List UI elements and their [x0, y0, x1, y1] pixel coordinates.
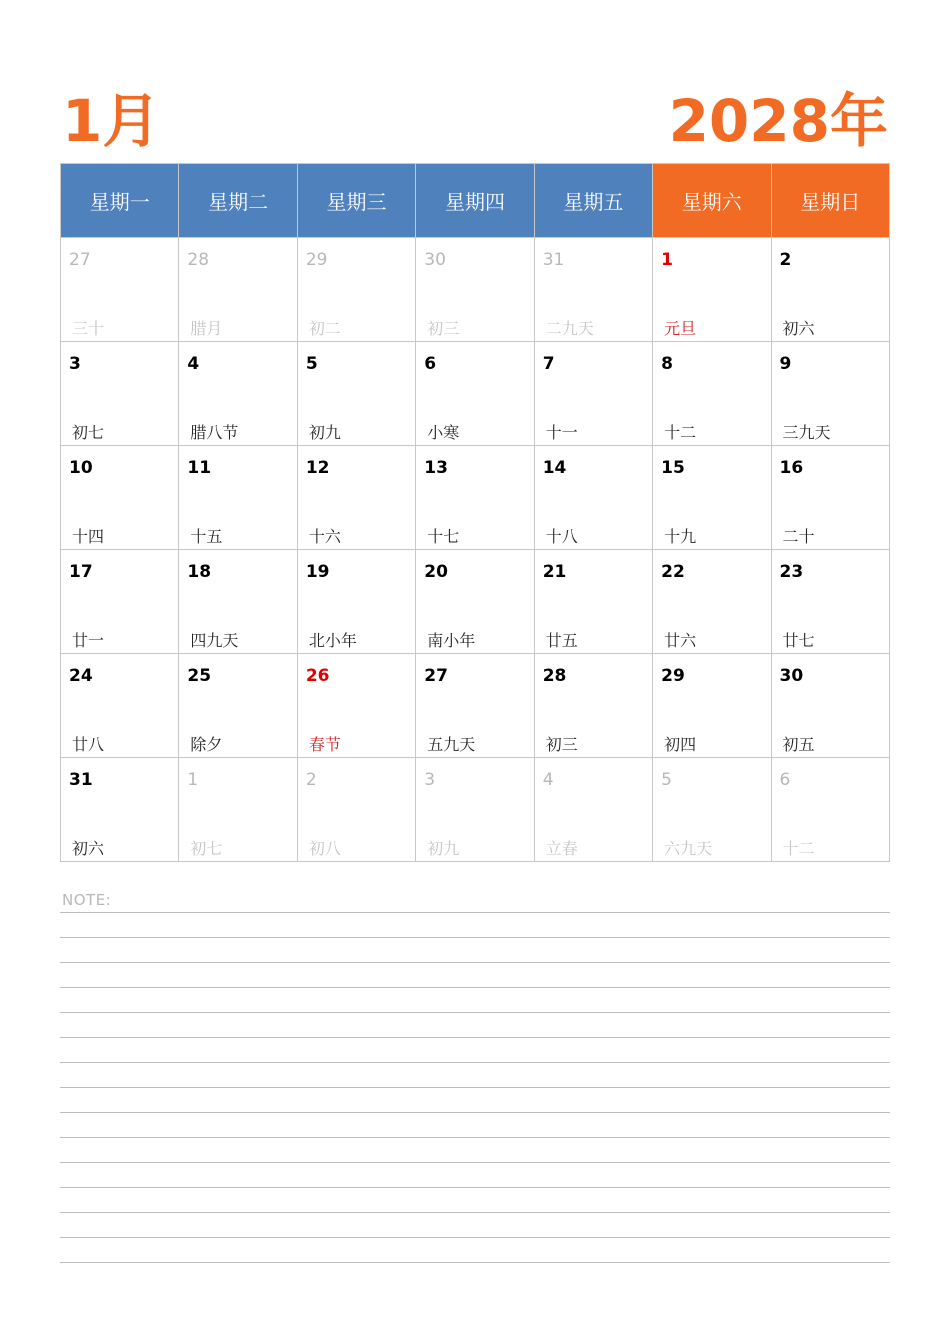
- day-number: 4: [187, 354, 200, 374]
- note-line: [60, 1038, 890, 1063]
- day-number: 10: [69, 458, 93, 478]
- lunar-date: 廿七: [782, 631, 815, 650]
- day-cell[interactable]: [534, 654, 652, 758]
- weekday-header: 星期二: [179, 164, 297, 238]
- lunar-date: 廿八: [72, 735, 105, 754]
- day-number: 2: [779, 250, 792, 270]
- lunar-date: 初二: [308, 319, 341, 338]
- day-number: 24: [69, 666, 93, 686]
- lunar-date: 春节: [308, 735, 341, 754]
- lunar-date: 四九天: [190, 631, 239, 650]
- day-cell[interactable]: [416, 758, 534, 862]
- lunar-date: 廿六: [664, 631, 697, 650]
- lunar-date: 初五: [782, 735, 815, 754]
- day-cell[interactable]: [179, 758, 297, 862]
- day-number: 17: [69, 562, 93, 582]
- day-cell[interactable]: [771, 446, 889, 550]
- day-cell[interactable]: [416, 654, 534, 758]
- lunar-date: 十八: [545, 527, 578, 546]
- lunar-date: 南小年: [427, 631, 476, 650]
- note-line: [60, 1138, 890, 1163]
- day-cell[interactable]: [297, 758, 415, 862]
- note-line: [60, 1163, 890, 1188]
- day-number: 20: [424, 562, 448, 582]
- year-title: 2028年: [668, 87, 888, 155]
- lunar-date: 初七: [190, 839, 223, 858]
- day-cell[interactable]: [297, 446, 415, 550]
- day-number: 11: [187, 458, 212, 478]
- note-line: [60, 1213, 890, 1238]
- note-label: NOTE:: [62, 891, 112, 909]
- calendar-grid: [60, 163, 890, 862]
- day-cell[interactable]: [179, 446, 297, 550]
- day-cell[interactable]: [653, 238, 771, 342]
- day-number: 1: [187, 770, 199, 790]
- lunar-date: 十二: [664, 423, 697, 442]
- day-number: 2: [305, 770, 317, 790]
- day-cell[interactable]: [653, 446, 771, 550]
- day-cell[interactable]: [771, 550, 889, 654]
- day-number: 3: [69, 354, 81, 374]
- lunar-date: 三十: [72, 319, 105, 338]
- note-line: [60, 963, 890, 988]
- lunar-date: 十六: [308, 527, 341, 546]
- day-number: 31: [542, 250, 565, 270]
- lunar-date: 元旦: [664, 319, 697, 338]
- note-line: [60, 1238, 890, 1263]
- day-number: 23: [779, 562, 804, 582]
- day-number: 3: [424, 770, 436, 790]
- lunar-date: 十七: [427, 527, 460, 546]
- week-row: [61, 654, 890, 758]
- week-row: [61, 342, 890, 446]
- lunar-date: 初九: [427, 839, 460, 858]
- day-cell[interactable]: [534, 238, 652, 342]
- day-cell[interactable]: [534, 446, 652, 550]
- day-number: 5: [661, 770, 672, 790]
- day-number: 8: [661, 354, 673, 374]
- lunar-date: 二十: [782, 527, 815, 546]
- note-line: [60, 1063, 890, 1088]
- day-cell[interactable]: [534, 758, 652, 862]
- lunar-date: 十四: [72, 527, 105, 546]
- weekday-header: 星期三: [297, 164, 415, 238]
- day-cell[interactable]: [61, 654, 179, 758]
- lunar-date: 五九天: [427, 735, 476, 754]
- day-number: 1: [661, 250, 673, 270]
- day-cell[interactable]: [297, 550, 415, 654]
- weekday-header: 星期日: [771, 164, 889, 238]
- weekday-header: 星期六: [653, 164, 771, 238]
- lunar-date: 小寒: [427, 423, 460, 442]
- note-line: [60, 938, 890, 963]
- calendar-body: [61, 238, 890, 862]
- day-cell[interactable]: [297, 238, 415, 342]
- day-number: 19: [305, 562, 330, 582]
- day-cell[interactable]: [416, 342, 534, 446]
- lunar-date: 立春: [545, 839, 578, 858]
- day-cell[interactable]: [653, 342, 771, 446]
- day-cell[interactable]: [61, 446, 179, 550]
- day-cell[interactable]: [179, 654, 297, 758]
- day-number: 4: [542, 770, 554, 790]
- day-number: 6: [424, 354, 437, 374]
- day-number: 15: [661, 458, 685, 478]
- day-cell[interactable]: [179, 550, 297, 654]
- lunar-date: 六九天: [664, 839, 713, 858]
- day-cell[interactable]: [61, 550, 179, 654]
- weekday-header: 星期四: [416, 164, 534, 238]
- lunar-date: 初六: [782, 319, 815, 338]
- note-line: [60, 913, 890, 938]
- lunar-date: 初三: [545, 735, 578, 754]
- lunar-date: 北小年: [308, 631, 357, 650]
- day-number: 26: [305, 666, 330, 686]
- lunar-date: 初八: [308, 839, 341, 858]
- day-cell[interactable]: [416, 550, 534, 654]
- day-cell[interactable]: [771, 654, 889, 758]
- weekday-header-row: [61, 164, 890, 238]
- day-cell[interactable]: [61, 758, 179, 862]
- lunar-date: 十二: [782, 839, 815, 858]
- day-number: 29: [661, 666, 685, 686]
- note-line: [60, 1088, 890, 1113]
- weekday-header: 星期五: [534, 164, 652, 238]
- day-number: 16: [779, 458, 804, 478]
- day-cell[interactable]: [416, 238, 534, 342]
- day-number: 28: [542, 666, 567, 686]
- lunar-date: 初六: [72, 839, 105, 858]
- month-title: 1月: [62, 87, 161, 155]
- day-number: 21: [542, 562, 567, 582]
- lunar-date: 廿五: [545, 631, 578, 650]
- week-row: [61, 238, 890, 342]
- lunar-date: 初四: [664, 735, 697, 754]
- day-cell[interactable]: [61, 342, 179, 446]
- day-number: 31: [69, 770, 93, 790]
- lunar-date: 三九天: [782, 423, 831, 442]
- week-row: [61, 550, 890, 654]
- note-lines: [60, 912, 890, 1263]
- day-cell[interactable]: [771, 238, 889, 342]
- day-number: 27: [69, 250, 91, 270]
- lunar-date: 腊月: [190, 319, 223, 338]
- day-number: 25: [187, 666, 212, 686]
- lunar-date: 十一: [545, 423, 578, 442]
- lunar-date: 初七: [72, 423, 105, 442]
- lunar-date: 初九: [308, 423, 341, 442]
- week-row: [61, 446, 890, 550]
- day-number: 5: [305, 354, 318, 374]
- day-number: 7: [542, 354, 555, 374]
- day-number: 30: [779, 666, 804, 686]
- day-number: 14: [542, 458, 567, 478]
- day-cell[interactable]: [297, 342, 415, 446]
- day-cell[interactable]: [653, 758, 771, 862]
- note-line: [60, 1013, 890, 1038]
- day-cell[interactable]: [653, 550, 771, 654]
- day-cell[interactable]: [416, 446, 534, 550]
- day-number: 30: [424, 250, 446, 270]
- lunar-date: 十五: [190, 527, 223, 546]
- lunar-date: 初三: [427, 319, 460, 338]
- day-cell[interactable]: [534, 550, 652, 654]
- lunar-date: 腊八节: [190, 423, 239, 442]
- lunar-date: 二九天: [545, 319, 594, 338]
- day-number: 27: [424, 666, 448, 686]
- day-number: 22: [661, 562, 685, 582]
- day-cell[interactable]: [653, 654, 771, 758]
- day-cell[interactable]: [771, 758, 889, 862]
- day-number: 9: [779, 354, 792, 374]
- day-cell[interactable]: [61, 238, 179, 342]
- day-cell[interactable]: [179, 238, 297, 342]
- day-number: 29: [305, 250, 328, 270]
- day-cell[interactable]: [179, 342, 297, 446]
- lunar-date: 廿一: [72, 631, 105, 650]
- note-line: [60, 1188, 890, 1213]
- day-number: 6: [779, 770, 791, 790]
- day-number: 18: [187, 562, 212, 582]
- note-line: [60, 1113, 890, 1138]
- lunar-date: 除夕: [190, 735, 223, 754]
- lunar-date: 十九: [664, 527, 697, 546]
- day-cell[interactable]: [771, 342, 889, 446]
- day-number: 12: [305, 458, 330, 478]
- weekday-header: 星期一: [61, 164, 179, 238]
- day-cell[interactable]: [297, 654, 415, 758]
- note-line: [60, 988, 890, 1013]
- day-number: 13: [424, 458, 448, 478]
- day-number: 28: [187, 250, 210, 270]
- week-row: [61, 758, 890, 862]
- day-cell[interactable]: [534, 342, 652, 446]
